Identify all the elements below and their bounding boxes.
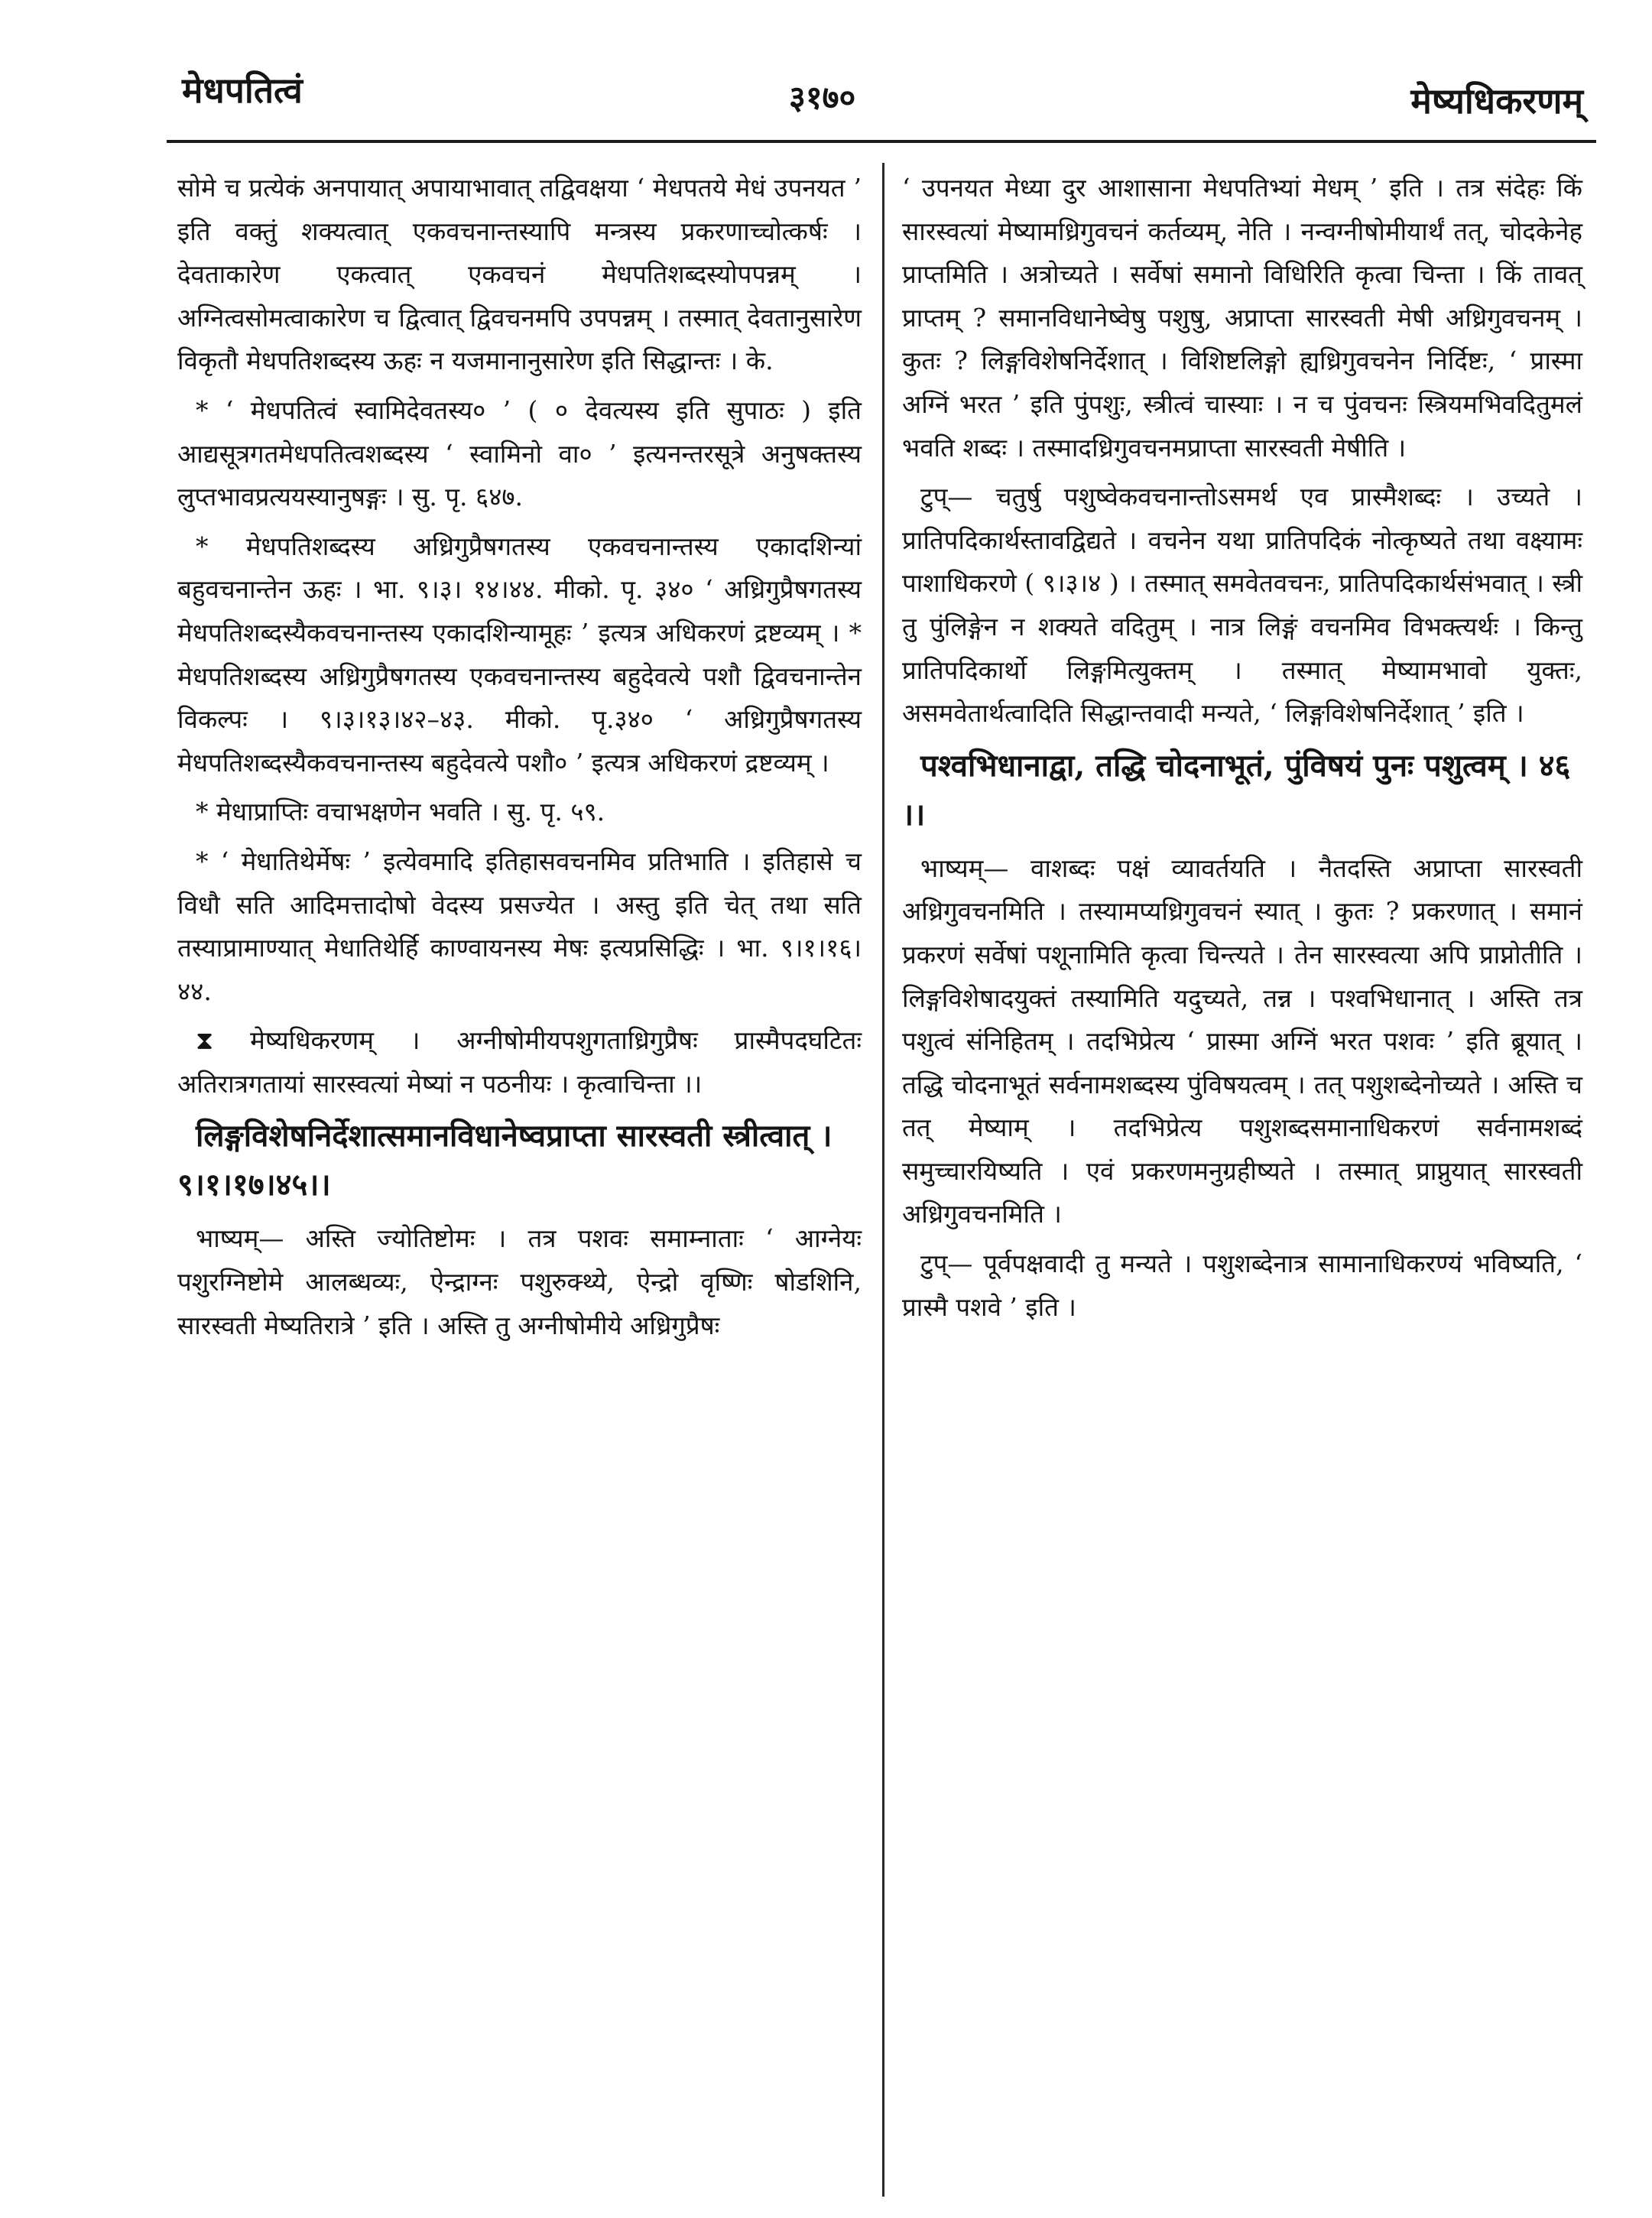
paragraph: टुप्— पूर्वपक्षवादी तु मन्यते । पशुशब्देनात्र सामानाधिकरण्यं भविष्यति, ‘ प्रास्मै पशवे ’ इति ।	[902, 1249, 1582, 1322]
paragraph: टुप्— चतुर्षु पशुष्वेकवचनान्तोऽसमर्थ एव प्रास्मैशब्दः । उच्यते । प्रातिपदिकार्थस्तावद्विद्यते । वचनेन यथा प्रातिपदिकं नोत्कृष्यते तथा वक्ष्यामः पाशाधिकरणे ( ९।३।४ ) । तस्मात् समवेतवचनः, प्रातिपदिकार्थसंभवात् । स्त्री तु पुंलिङ्गेन न शक्यते वदितुम् । नात्र लिङ्गं वचनमिव विभक्त्यर्थः । किन्तु प्रातिपदिकार्थो लिङ्गमित्युक्तम् । तस्मात् मेष्यामभावो युक्तः, असमवेतार्थत्वादिति सिद्धान्तवादी मन्यते, ‘ लिङ्गविशेषनिर्देशात् ’ इति ।	[902, 482, 1582, 729]
paragraph: * ‘ मेधातिथेर्मेषः ’ इत्येवमादि इतिहासवचनमिव प्रतिभाति । इतिहासे च विधौ सति आदिमत्तादोषो वेदस्य प्रसज्येत । अस्तु इति चेत् तथा सति तस्याप्रामाण्यात् मेधातिथेर्हि काण्वायनस्य मेषः इत्यप्रसिद्धिः । भा. ९।१।१६।४४.	[177, 846, 862, 1006]
sutra-heading: पश्वभिधानाद्वा, तद्धि चोदनाभूतं, पुंविषयं पुनः पशुत्वम् । ४६ ।।	[902, 747, 1571, 833]
paragraph: ⧗ मेष्यधिकरणम् । अग्नीषोमीयपशुगताध्रिगुप्रैषः प्रास्मैपदघटितः अतिरात्रगतायां सारस्वत्यां मेष्यां न पठनीयः । कृत्वाचिन्ता ।।	[177, 1025, 862, 1099]
right-column	[902, 167, 1582, 1335]
paragraph: * ‘ मेधपतित्वं स्वामिदेवतस्य० ’ ( ० देवत्यस्य इति सुपाठः ) इति आद्यसूत्रगतमेधपतित्वशब्दस्य ‘ स्वामिनो वा० ’ इत्यनन्तरसूत्रे अनुषक्तस्य लुप्तभावप्रत्ययस्यानुषङ्गः । सु. पृ. ६४७.	[177, 395, 862, 512]
paragraph: भाष्यम्— अस्ति ज्योतिष्टोमः । तत्र पशवः समाम्नाताः ‘ आग्नेयः पशुरग्निष्टोमे आलब्धव्यः, ऐन्द्राग्नः पशुरुक्थ्ये, ऐन्द्रो वृष्णिः षोडशिनि, सारस्वती मेष्यतिरात्रे ’ इति । अस्ति तु अग्नीषोमीये अध्रिगुप्रैषः	[177, 1223, 862, 1340]
column-divider	[882, 163, 884, 2197]
sutra-heading: लिङ्गविशेषनिर्देशात्समानविधानेष्वप्राप्ता सारस्वती स्त्रीत्वात् । ९।१।१७।४५।।	[177, 1118, 832, 1203]
paragraph: * मेधाप्राप्तिः वचाभक्षणेन भवति । सु. पृ. ५९.	[196, 797, 605, 827]
header-left-title: मेधपतित्वं	[182, 70, 303, 111]
left-column	[177, 167, 862, 1353]
paragraph: सोमे च प्रत्येकं अनपायात् अपायाभावात् तद्विवक्षया ‘ मेधपतये मेधं उपनयत ’ इति वक्तुं शक्यत्वात् एकवचनान्तस्यापि मन्त्रस्य प्रकरणाच्चोत्कर्षः । देवताकारेण एकत्वात् एकवचनं मेधपतिशब्दस्योपपन्नम् । अग्नित्वसोमत्वाकारेण च द्वित्वात् द्विवचनमपि उपपन्नम् । तस्मात् देवतानुसारेण विकृतौ मेधपतिशब्दस्य ऊहः न यजमानानुसारेण इति सिद्धान्तः । के.	[177, 173, 862, 376]
paragraph: ‘ उपनयत मेध्या दुर आशासाना मेधपतिभ्यां मेधम् ’ इति । तत्र संदेहः किं सारस्वत्यां मेष्यामध्रिगुवचनं कर्तव्यम्, नेति । नन्वग्नीषोमीयार्थं तत्, चोदकेनेह प्राप्तमिति । अत्रोच्यते । सर्वेषां समानो विधिरिति कृत्वा चिन्ता । किं तावत् प्राप्तम् ? समानविधानेष्वेषु पशुषु, अप्राप्ता सारस्वती मेषी अध्रिगुवचनम् । कुतः ? लिङ्गविशेषनिर्देशात् । विशिष्टलिङ्गो ह्यध्रिगुवचनेन निर्दिष्टः, ‘ प्रास्मा अग्निं भरत ’ इति पुंपशुः, स्त्रीत्वं चास्याः । न च पुंवचनः स्त्रियमभिवदितुमलं भवति शब्दः । तस्मादध्रिगुवचनमप्राप्ता सारस्वती मेषीति ।	[902, 173, 1582, 463]
running-header	[0, 0, 1652, 153]
header-right-title: मेष्यधिकरणम्	[1410, 80, 1583, 122]
paragraph: * मेधपतिशब्दस्य अध्रिगुप्रैषगतस्य एकवचनान्तस्य एकादशिन्यां बहुवचनान्तेन ऊहः । भा. ९।३। १४।४४. मीको. पृ. ३४० ‘ अध्रिगुप्रैषगतस्य मेधपतिशब्दस्यैकवचनान्तस्य एकादशिन्यामूहः ’ इत्यत्र अधिकरणं द्रष्टव्यम् । * मेधपतिशब्दस्य अध्रिगुप्रैषगतस्य एकवचनान्तस्य बहुदेवत्ये पशौ द्विवचनान्तेन विकल्पः । ९।३।१३।४२–४३. मीको. पृ.३४० ‘ अध्रिगुप्रैषगतस्य मेधपतिशब्दस्यैकवचनान्तस्य बहुदेवत्ये पशौ० ’ इत्यत्र अधिकरणं द्रष्टव्यम् ।	[177, 531, 862, 778]
header-rule	[167, 140, 1596, 143]
page-number: ३१७०	[789, 79, 856, 116]
paragraph: भाष्यम्— वाशब्दः पक्षं व्यावर्तयति । नैतदस्ति अप्राप्ता सारस्वती अध्रिगुवचनमिति । तस्यामप्यध्रिगुवचनं स्यात् । कुतः ? प्रकरणात् । समानं प्रकरणं सर्वेषां पशूनामिति कृत्वा चिन्त्यते । तेन सारस्वत्या अपि प्राप्नोतीति । लिङ्गविशेषादयुक्तं तस्यामिति यदुच्यते, तन्न । पश्वभिधानात् । अस्ति तत्र पशुत्वं संनिहितम् । तदभिप्रेत्य ‘ प्रास्मा अग्निं भरत पशवः ’ इति ब्रूयात् । तद्धि चोदनाभूतं सर्वनामशब्दस्य पुंविषयत्वम् । तत् पशुशब्देनोच्यते । अस्ति च तत् मेष्याम् । तदभिप्रेत्य पशुशब्दसमानाधिकरणं सर्वनामशब्दं समुच्चारयिष्यति । एवं प्रकरणमनुग्रहीष्यते । तस्मात् प्राप्नुयात् सारस्वती अध्रिगुवचनमिति ।	[902, 852, 1582, 1229]
